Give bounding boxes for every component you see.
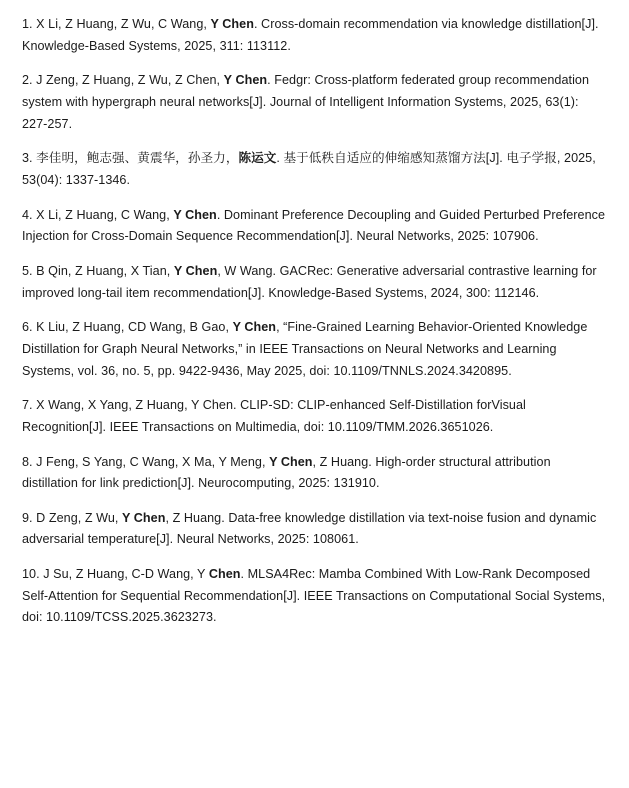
reference-text: , Z Huang. Data-free knowledge distillation via text-noise fusion and dynamic adversarial temperature[J]. Neural Networks, 2025: 108061. (22, 510, 597, 547)
reference-index: 5. (22, 263, 33, 278)
reference-item (22, 508, 607, 551)
reference-text: . Cross-domain recommendation via knowledge distillation[J]. Knowledge-Based Systems, 2025, 311: 113112. (22, 17, 599, 53)
reference-index: 10. (22, 567, 40, 582)
reference-index: 4. (22, 207, 33, 222)
reference-author-highlight: Y Chen (232, 320, 277, 335)
reference-index: 2. (22, 73, 33, 88)
reference-text: X Wang, X Yang, Z Huang, Y Chen. CLIP-SD: CLIP-enhanced Self-Distillation forVisual Recognition[J]. IEEE Transactions on Multimedia, doi: 10.1109/TMM.2026.3651026. (22, 398, 526, 434)
reference-item (22, 564, 607, 629)
reference-text: , “Fine-Grained Learning Behavior-Oriented Knowledge Distillation for Graph Neural Networks,” in IEEE Transactions on Neural Networks and Learning Systems, vol. 36, no. 5, pp. 9422-9436, May 2025, doi: 10.1109/TNNLS.2024.3420895. (22, 320, 588, 378)
reference-text: , W Wang. GACRec: Generative adversarial contrastive learning for improved long-tail item recommendation[J]. Knowledge-Based Systems, 2024, 300: 112146. (22, 263, 597, 300)
reference-text: , Z Huang. High-order structural attribution distillation for link prediction[J]. Neurocomputing, 2025: 131910. (22, 454, 551, 491)
reference-text: J Zeng, Z Huang, Z Wu, Z Chen, (32, 73, 224, 88)
reference-index: 8. (22, 454, 33, 469)
reference-text: X Li, Z Huang, Z Wu, C Wang, (32, 17, 211, 31)
reference-text: . 基于低秩自适应的伸缩感知蒸馏方法[J]. 电子学报, 2025, 53(04): 1337-1346. (22, 151, 596, 187)
reference-item (22, 70, 607, 135)
reference-author-highlight: Chen (208, 567, 241, 582)
reference-author-highlight: Y Chen (122, 510, 166, 525)
reference-text: D Zeng, Z Wu, (32, 510, 123, 525)
reference-text: J Feng, S Yang, C Wang, X Ma, Y Meng, (32, 454, 270, 469)
reference-index: 1. (22, 17, 33, 31)
reference-index: 7. (22, 398, 33, 413)
reference-item (22, 261, 607, 304)
reference-text: J Su, Z Huang, C-D Wang, Y (39, 567, 209, 582)
reference-text: . Fedgr: Cross-platform federated group recommendation system with hypergraph neural networks[J]. Journal of Intelligent Information Systems, 2025, 63(1): 227-257. (22, 73, 590, 131)
reference-item (22, 148, 607, 191)
reference-text: 李佳明，鲍志强、黄震华，孙圣力， (32, 151, 239, 166)
reference-index: 9. (22, 510, 33, 525)
reference-author-highlight: Y Chen (173, 263, 218, 278)
reference-index: 6. (22, 320, 33, 335)
reference-author-highlight: Y Chen (223, 73, 268, 88)
reference-text: . Dominant Preference Decoupling and Guided Perturbed Preference Injection for Cross-Domain Sequence Recommendation[J]. Neural Networks, 2025: 107906. (22, 207, 606, 244)
reference-author-highlight: Y Chen (173, 207, 217, 222)
reference-author-highlight: 陈运文 (238, 151, 277, 166)
reference-text: B Qin, Z Huang, X Tian, (32, 263, 174, 278)
reference-item (22, 452, 607, 495)
reference-item (22, 317, 607, 382)
reference-index: 3. (22, 151, 33, 166)
reference-text: . MLSA4Rec: Mamba Combined With Low-Rank Decomposed Self-Attention for Sequential Recommendation[J]. IEEE Transactions on Computational Social Systems, doi: 10.1109/TCSS.2025.3623273. (22, 567, 606, 625)
reference-item (22, 205, 607, 248)
reference-text: X Li, Z Huang, C Wang, (32, 207, 174, 222)
reference-text: K Liu, Z Huang, CD Wang, B Gao, (32, 320, 233, 335)
reference-item (22, 14, 607, 57)
reference-item (22, 395, 607, 438)
reference-author-highlight: Y Chen (269, 454, 313, 469)
reference-author-highlight: Y Chen (210, 17, 254, 31)
